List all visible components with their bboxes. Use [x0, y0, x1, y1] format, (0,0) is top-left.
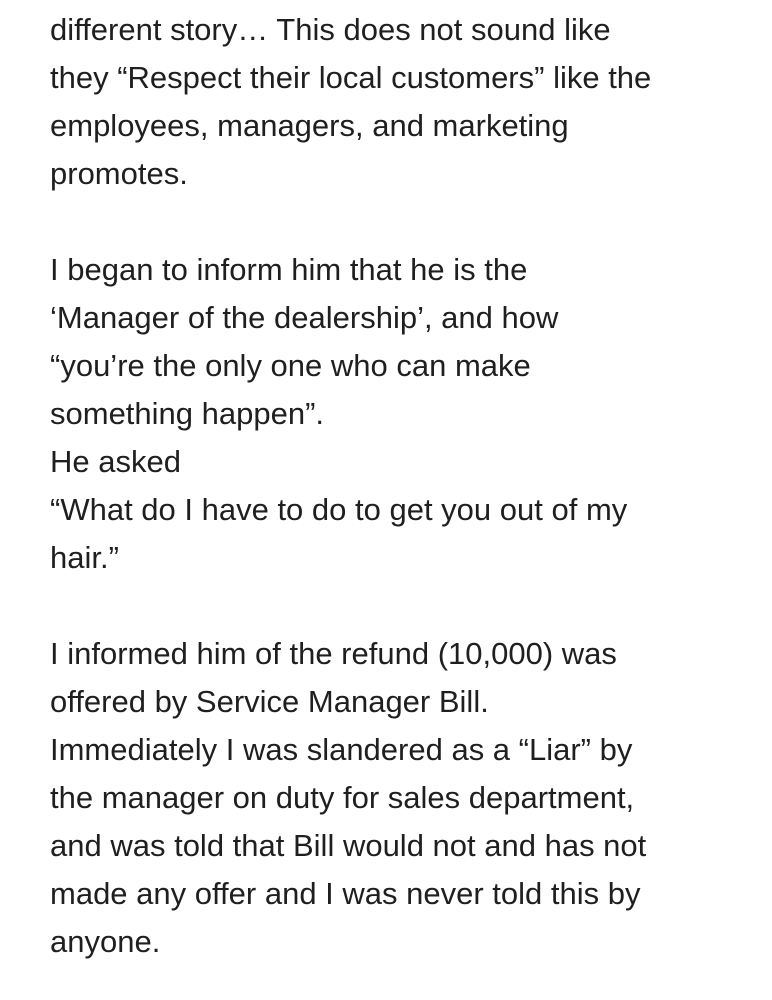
note-body [50, 6, 750, 966]
note-line: they “Respect their local customers” like the [50, 60, 652, 95]
note-line: promotes. [50, 156, 188, 191]
note-line: different story… This does not sound like [50, 12, 611, 47]
note-line: ‘Manager of the dealership’, and how [50, 300, 559, 335]
note-line: hair.” [50, 540, 119, 575]
note-line: employees, managers, and marketing [50, 108, 569, 143]
note-line: Immediately I was slandered as a “Liar” by [50, 732, 633, 767]
note-line: anyone. [50, 924, 161, 959]
note-line: I began to inform him that he is the [50, 252, 528, 287]
paragraph-break [50, 198, 750, 246]
note-line: He asked [50, 444, 181, 479]
note-line: made any offer and I was never told this by [50, 876, 641, 911]
note-line: “you’re the only one who can make [50, 348, 531, 383]
note-line: and was told that Bill would not and has not [50, 828, 647, 863]
note-line: something happen”. [50, 396, 325, 431]
note-line: “What do I have to do to get you out of my [50, 492, 628, 527]
note-line: the manager on duty for sales department, [50, 780, 635, 815]
note-line: offered by Service Manager Bill. [50, 684, 489, 719]
note-line: I informed him of the refund (10,000) was [50, 636, 617, 671]
paragraph-break [50, 582, 750, 630]
